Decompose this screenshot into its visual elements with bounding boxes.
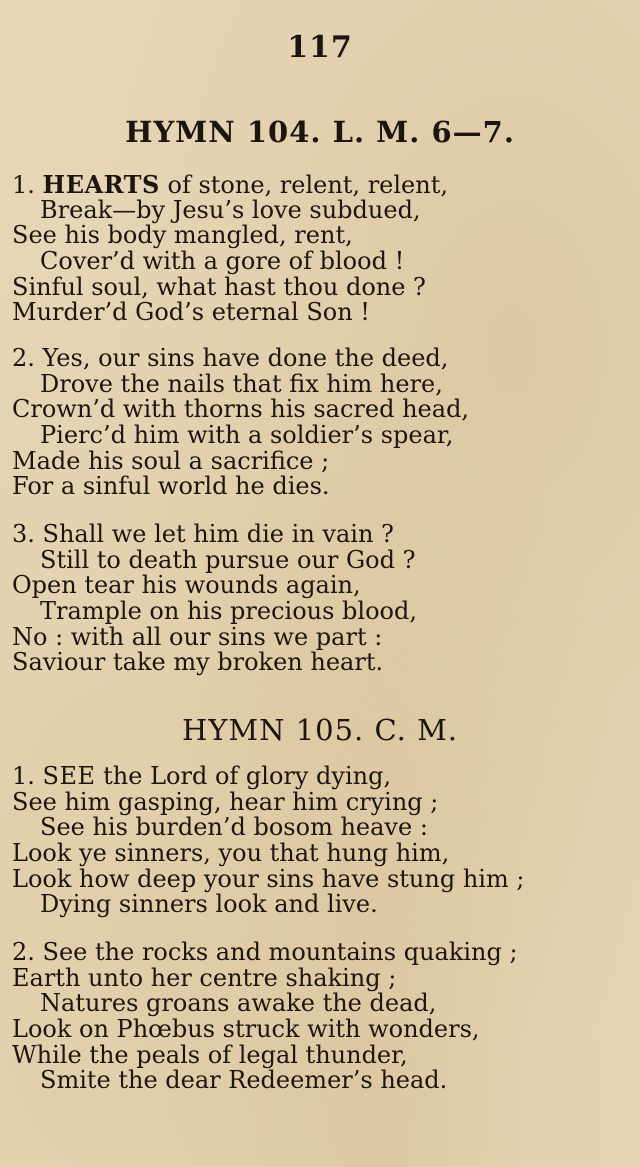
page-number: 117 [287,30,353,65]
verse-first-line: 2. Yes, our sins have done the deed, [12,344,449,372]
verse-line: Earth unto her centre shaking ; [12,963,397,992]
hymn-105-title: HYMN 105. C. M. [181,713,458,747]
verse-line: Drove the nails that fix him here, [40,369,443,398]
hymn-105-verse-1 [12,764,632,918]
verse-line: Smite the dear Redeemer’s head. [40,1066,448,1095]
hymn-105-verse-2 [12,940,632,1094]
verse-line: Look on Phœbus struck with wonders, [12,1015,480,1044]
verse-line: Murder’d God’s eternal Son ! [12,298,370,327]
verse-line: Cover’d with a gore of blood ! [40,247,405,276]
hymn-104-verse-2 [12,346,632,500]
verse-line: Sinful soul, what hast thou done ? [12,272,426,301]
verse-line: See his body mangled, rent, [12,221,353,250]
verse-first-line: 1. HEARTS of stone, relent, relent, [12,170,448,199]
verse-line: See him gasping, hear him crying ; [12,787,439,816]
verse-line: No : with all our sins we part : [12,622,383,651]
verse-line: Open tear his wounds again, [12,571,361,600]
verse-first-line: 2. See the rocks and mountains quaking ; [12,938,518,966]
verse-line: While the peals of legal thunder, [12,1040,408,1069]
verse-line: For a sinful world he dies. [12,472,330,501]
verse-first-line: 1. SEE the Lord of glory dying, [12,762,392,790]
verse-line: Made his soul a sacrifice ; [12,446,330,475]
verse-first-line: 3. Shall we let him die in vain ? [12,520,394,548]
verse-line: See his burden’d bosom heave : [40,813,428,842]
verse-line: Look how deep your sins have stung him ; [12,864,525,893]
verse-line: Still to death pursue our God ? [40,545,416,574]
verse-line: Pierc’d him with a soldier’s spear, [40,421,454,450]
verse-line: Saviour take my broken heart. [12,648,384,677]
verse-line: Natures groans awake the dead, [40,989,437,1018]
verse-line: Look ye sinners, you that hung him, [12,839,450,868]
hymn-104-verse-1 [12,172,632,326]
hymn-104-title: HYMN 104. L. M. 6—7. [125,115,515,149]
verse-line: Dying sinners look and live. [40,890,378,919]
verse-line: Break—by Jesu’s love subdued, [40,195,421,224]
hymn-104-verse-3 [12,522,632,676]
verse-line: Crown’d with thorns his sacred head, [12,395,470,424]
verse-line: Trample on his precious blood, [40,597,417,626]
